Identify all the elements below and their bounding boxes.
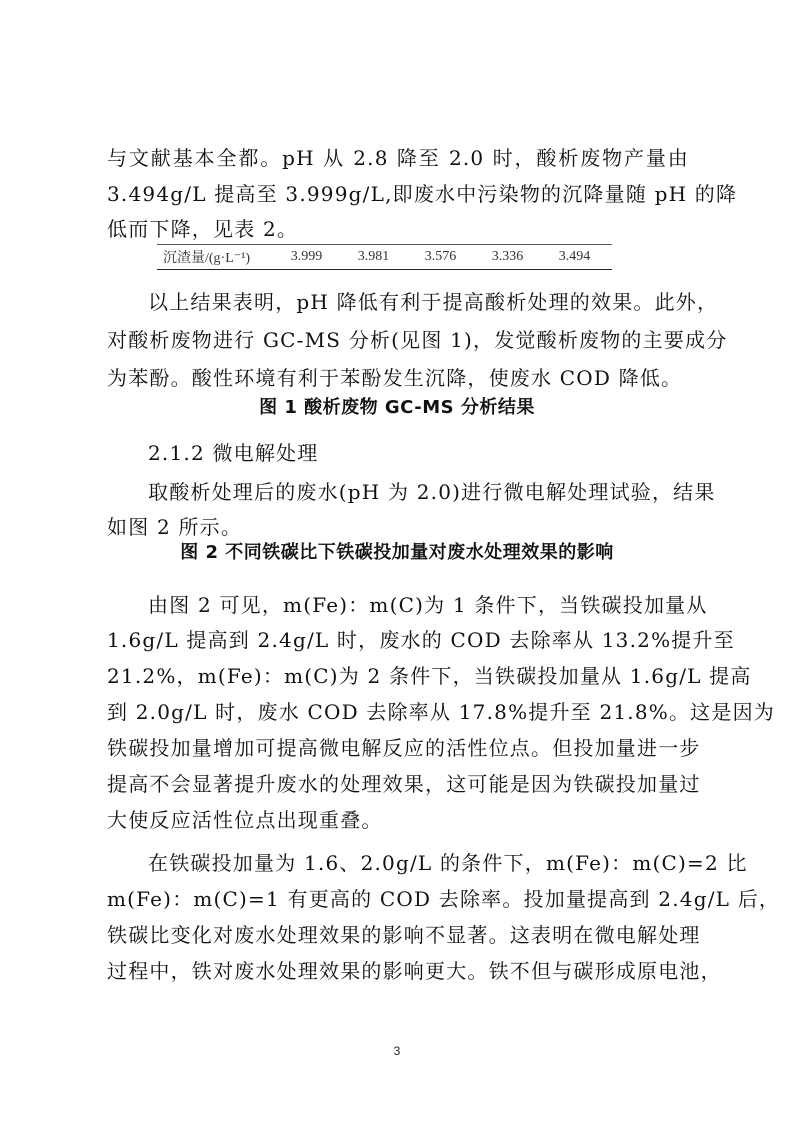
page-number: 3 — [393, 1044, 401, 1058]
paragraph-5-line-3: 铁碳比变化对废水处理效果的影响不显著。这表明在微电解处理 — [107, 923, 701, 947]
paragraph-3-line-1: 取酸析处理后的废水(pH 为 2.0)进行微电解处理试验，结果 — [148, 480, 716, 504]
paragraph-4-line-1: 由图 2 可见，m(Fe)：m(C)为 1 条件下，当铁碳投加量从 — [148, 593, 708, 617]
paragraph-4-line-4: 到 2.0g/L 时，废水 COD 去除率从 17.8%提升至 21.8%。这是因为 — [107, 700, 775, 724]
figure-1-caption: 图 1 酸析废物 GC-MS 分析结果 — [259, 397, 535, 418]
table-2-row — [157, 244, 612, 270]
paragraph-2-line-3: 为苯酚。酸性环境有利于苯酚发生沉降，使废水 COD 降低。 — [107, 366, 683, 390]
paragraph-5-line-2: m(Fe)：m(C)=1 有更高的 COD 去除率。投加量提高到 2.4g/L 后， — [107, 887, 781, 911]
table-cell: 3.576 — [424, 249, 457, 264]
paragraph-4-line-3: 21.2%，m(Fe)：m(C)为 2 条件下，当铁碳投加量从 1.6g/L 提高 — [107, 664, 752, 688]
table-cell: 3.336 — [491, 249, 524, 264]
table-cell: 3.999 — [290, 249, 323, 264]
section-heading: 2.1.2 微电解处理 — [148, 441, 319, 465]
paragraph-1-line-2: 3.494g/L 提高至 3.999g/L,即废水中污染物的沉降量随 pH 的降 — [107, 182, 738, 206]
paragraph-1-line-3: 低而下降，见表 2。 — [107, 217, 299, 241]
table-row-label: 沉渣量/(g·L⁻¹) — [163, 251, 251, 266]
paragraph-4-line-2: 1.6g/L 提高到 2.4g/L 时，废水的 COD 去除率从 13.2%提升至 — [107, 628, 735, 652]
table-cell: 3.981 — [357, 249, 390, 264]
paragraph-5-line-1: 在铁碳投加量为 1.6、2.0g/L 的条件下，m(Fe)：m(C)=2 比 — [148, 851, 748, 875]
paragraph-4-line-5: 铁碳投加量增加可提高微电解反应的活性位点。但投加量进一步 — [107, 736, 701, 760]
paragraph-4-line-6: 提高不会显著提升废水的处理效果，这可能是因为铁碳投加量过 — [107, 772, 701, 796]
paragraph-4-line-7: 大使反应活性位点出现重叠。 — [107, 808, 383, 832]
paragraph-2-line-1: 以上结果表明，pH 降低有利于提高酸析处理的效果。此外， — [148, 290, 719, 314]
paragraph-5-line-4: 过程中，铁对废水处理效果的影响更大。铁不但与碳形成原电池， — [107, 959, 722, 983]
paragraph-2-line-2: 对酸析废物进行 GC-MS 分析(见图 1)，发觉酸析废物的主要成分 — [107, 328, 728, 352]
table-cell: 3.494 — [558, 249, 591, 264]
figure-2-caption: 图 2 不同铁碳比下铁碳投加量对废水处理效果的影响 — [180, 542, 614, 563]
paragraph-3-line-2: 如图 2 所示。 — [107, 515, 243, 539]
paragraph-1-line-1: 与文献基本全都。pH 从 2.8 降至 2.0 时，酸析废物产量由 — [107, 146, 689, 170]
